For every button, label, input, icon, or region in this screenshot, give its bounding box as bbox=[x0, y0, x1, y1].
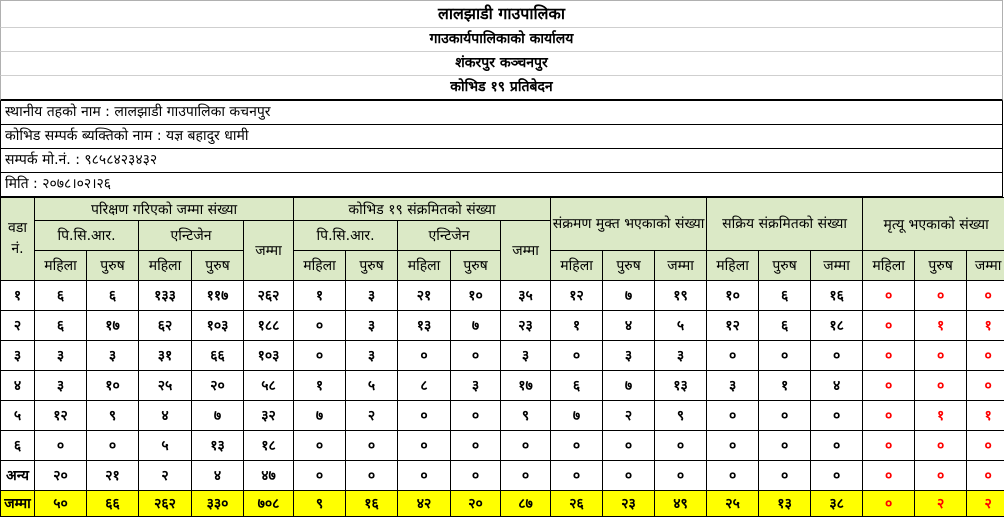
ward-cell: ३ bbox=[1, 341, 35, 371]
data-cell: ४ bbox=[139, 401, 192, 431]
col-male: पुरुष bbox=[192, 251, 244, 281]
total-cell: ४२ bbox=[398, 491, 451, 517]
ward-cell: २ bbox=[1, 311, 35, 341]
data-cell: ५ bbox=[346, 371, 398, 401]
data-cell: ३ bbox=[655, 341, 707, 371]
total-cell: ४९ bbox=[655, 491, 707, 517]
data-cell: ० bbox=[811, 461, 863, 491]
data-cell: ० bbox=[759, 341, 811, 371]
total-row bbox=[1, 491, 1004, 517]
data-cell: १९ bbox=[655, 281, 707, 311]
data-cell: ० bbox=[707, 341, 759, 371]
data-cell: १० bbox=[707, 281, 759, 311]
ward-cell: ४ bbox=[1, 371, 35, 401]
death-cell: ० bbox=[967, 461, 1004, 491]
table-row bbox=[1, 371, 1004, 401]
data-cell: १२ bbox=[707, 311, 759, 341]
col-male: पुरुष bbox=[603, 251, 655, 281]
data-cell: ३१ bbox=[139, 341, 192, 371]
col-female: महिला bbox=[863, 251, 915, 281]
active-header: सक्रिय संक्रमितको संख्या bbox=[707, 198, 863, 251]
death-cell: ० bbox=[863, 431, 915, 461]
data-cell: ६ bbox=[551, 371, 603, 401]
report-date: मिति : २०७८।०२।२६ bbox=[0, 173, 1003, 197]
data-cell: ७ bbox=[603, 371, 655, 401]
data-cell: ० bbox=[811, 431, 863, 461]
data-cell: १ bbox=[551, 311, 603, 341]
data-cell: ० bbox=[398, 401, 451, 431]
data-cell: ८ bbox=[398, 371, 451, 401]
data-cell: ० bbox=[398, 431, 451, 461]
local-level-name: स्थानीय तहको नाम : लालझाडी गाउपालिका कचनपुर bbox=[0, 101, 1003, 125]
contact-phone: सम्पर्क मो.नं. : ९८५८४२३४३२ bbox=[0, 149, 1003, 173]
ward-cell: अन्य bbox=[1, 461, 35, 491]
data-cell: ६६ bbox=[192, 341, 244, 371]
col-female: महिला bbox=[35, 251, 87, 281]
col-male: पुरुष bbox=[759, 251, 811, 281]
data-cell: २ bbox=[139, 461, 192, 491]
total-cell: ९ bbox=[294, 491, 346, 517]
data-cell: १८ bbox=[811, 311, 863, 341]
data-cell: ६ bbox=[759, 281, 811, 311]
death-cell: ० bbox=[967, 371, 1004, 401]
data-cell: १७ bbox=[501, 371, 551, 401]
data-cell: ० bbox=[603, 431, 655, 461]
total-cell: २३ bbox=[603, 491, 655, 517]
data-cell: ० bbox=[655, 431, 707, 461]
table-row bbox=[1, 281, 1004, 311]
data-cell: ० bbox=[707, 401, 759, 431]
tested-pcr-header: पि.सि.आर. bbox=[35, 221, 139, 251]
data-cell: १७ bbox=[87, 311, 139, 341]
data-cell: १८८ bbox=[244, 311, 294, 341]
data-cell: ३ bbox=[501, 341, 551, 371]
total-label: जम्मा bbox=[1, 491, 35, 517]
data-cell: ३ bbox=[346, 311, 398, 341]
covid-data-table bbox=[0, 197, 1004, 517]
data-cell: ४७ bbox=[244, 461, 294, 491]
data-cell: २० bbox=[192, 371, 244, 401]
data-cell: १०३ bbox=[192, 311, 244, 341]
col-male: पुरुष bbox=[87, 251, 139, 281]
data-cell: ५८ bbox=[244, 371, 294, 401]
data-cell: ० bbox=[346, 431, 398, 461]
data-cell: ९ bbox=[87, 401, 139, 431]
data-cell: १३३ bbox=[139, 281, 192, 311]
data-cell: २ bbox=[346, 401, 398, 431]
death-cell: १ bbox=[915, 311, 967, 341]
data-cell: ५ bbox=[655, 311, 707, 341]
death-cell: ० bbox=[863, 461, 915, 491]
data-cell: ० bbox=[294, 341, 346, 371]
data-cell: ७ bbox=[551, 401, 603, 431]
data-cell: ३५ bbox=[501, 281, 551, 311]
data-cell: ० bbox=[811, 341, 863, 371]
data-cell: ११७ bbox=[192, 281, 244, 311]
ward-cell: १ bbox=[1, 281, 35, 311]
data-cell: ० bbox=[294, 431, 346, 461]
table-row bbox=[1, 311, 1004, 341]
deaths-header: मृत्यू भएकाको संख्या bbox=[863, 198, 1004, 251]
data-cell: ३ bbox=[707, 371, 759, 401]
data-cell: ३ bbox=[35, 341, 87, 371]
ward-cell: ६ bbox=[1, 431, 35, 461]
data-cell: ७ bbox=[294, 401, 346, 431]
data-cell: ७ bbox=[451, 311, 501, 341]
total-cell: ७०८ bbox=[244, 491, 294, 517]
data-cell: ३२ bbox=[244, 401, 294, 431]
total-cell: २६२ bbox=[139, 491, 192, 517]
data-cell: २ bbox=[603, 401, 655, 431]
data-cell: ५ bbox=[139, 431, 192, 461]
death-cell: १ bbox=[967, 401, 1004, 431]
total-cell: १६ bbox=[346, 491, 398, 517]
death-cell: ० bbox=[863, 281, 915, 311]
data-cell: ० bbox=[655, 461, 707, 491]
total-cell: ३३० bbox=[192, 491, 244, 517]
data-cell: ६ bbox=[759, 311, 811, 341]
data-cell: ० bbox=[551, 341, 603, 371]
data-cell: १२ bbox=[35, 401, 87, 431]
total-cell: ८७ bbox=[501, 491, 551, 517]
data-cell: ० bbox=[759, 401, 811, 431]
data-cell: ७ bbox=[603, 281, 655, 311]
data-cell: ० bbox=[451, 401, 501, 431]
col-female: महिला bbox=[551, 251, 603, 281]
data-cell: ० bbox=[398, 341, 451, 371]
data-cell: ० bbox=[87, 431, 139, 461]
data-cell: १६ bbox=[811, 281, 863, 311]
data-cell: २० bbox=[35, 461, 87, 491]
data-cell: ० bbox=[35, 431, 87, 461]
total-cell: २५ bbox=[707, 491, 759, 517]
data-cell: १ bbox=[294, 371, 346, 401]
data-cell: ० bbox=[811, 401, 863, 431]
data-cell: ० bbox=[603, 461, 655, 491]
col-male: पुरुष bbox=[451, 251, 501, 281]
data-cell: ९ bbox=[655, 401, 707, 431]
col-female: महिला bbox=[707, 251, 759, 281]
death-cell: ० bbox=[915, 371, 967, 401]
col-male: पुरुष bbox=[915, 251, 967, 281]
data-cell: १ bbox=[294, 281, 346, 311]
office-title: गाउकार्यपालिकाको कार्यालय bbox=[0, 28, 1003, 52]
table-row bbox=[1, 431, 1004, 461]
table-row bbox=[1, 401, 1004, 431]
data-cell: १० bbox=[451, 281, 501, 311]
infected-antigen-header: एन्टिजेन bbox=[398, 221, 501, 251]
data-cell: ३ bbox=[35, 371, 87, 401]
data-cell: ० bbox=[451, 341, 501, 371]
data-cell: ० bbox=[759, 461, 811, 491]
data-cell: ० bbox=[294, 311, 346, 341]
total-cell: २६ bbox=[551, 491, 603, 517]
ward-cell: ५ bbox=[1, 401, 35, 431]
data-cell: १३ bbox=[398, 311, 451, 341]
death-cell: ० bbox=[915, 341, 967, 371]
infected-total-header: जम्मा bbox=[501, 221, 551, 281]
ward-header: वडा नं. bbox=[1, 198, 35, 281]
data-cell: ० bbox=[707, 431, 759, 461]
data-cell: २३ bbox=[501, 311, 551, 341]
data-cell: ३ bbox=[346, 341, 398, 371]
total-cell: ५० bbox=[35, 491, 87, 517]
death-cell: ० bbox=[863, 371, 915, 401]
death-cell: ० bbox=[967, 431, 1004, 461]
data-cell: ० bbox=[551, 461, 603, 491]
total-cell: ६६ bbox=[87, 491, 139, 517]
table-row bbox=[1, 461, 1004, 491]
data-cell: ० bbox=[294, 461, 346, 491]
death-cell: १ bbox=[915, 401, 967, 431]
total-death-cell: ० bbox=[863, 491, 915, 517]
location-title: शंकरपुर कञ्चनपुर bbox=[0, 52, 1003, 76]
data-cell: ६२ bbox=[139, 311, 192, 341]
data-cell: २१ bbox=[398, 281, 451, 311]
data-cell: ३ bbox=[451, 371, 501, 401]
total-death-cell: २ bbox=[967, 491, 1004, 517]
death-cell: ० bbox=[915, 281, 967, 311]
death-cell: ० bbox=[967, 341, 1004, 371]
data-cell: ४ bbox=[603, 311, 655, 341]
table-row bbox=[1, 341, 1004, 371]
data-cell: १२ bbox=[551, 281, 603, 311]
data-cell: ० bbox=[501, 461, 551, 491]
col-total: जम्मा bbox=[811, 251, 863, 281]
data-cell: १८ bbox=[244, 431, 294, 461]
data-cell: ० bbox=[346, 461, 398, 491]
data-cell: ३ bbox=[346, 281, 398, 311]
col-male: पुरुष bbox=[346, 251, 398, 281]
data-cell: ६ bbox=[35, 281, 87, 311]
data-cell: ६ bbox=[87, 281, 139, 311]
death-cell: ० bbox=[863, 311, 915, 341]
infected-pcr-header: पि.सि.आर. bbox=[294, 221, 398, 251]
data-cell: ० bbox=[551, 431, 603, 461]
data-cell: ७ bbox=[192, 401, 244, 431]
data-cell: १३ bbox=[655, 371, 707, 401]
death-cell: १ bbox=[967, 311, 1004, 341]
infected-header: कोभिड १९ संक्रमितको संख्या bbox=[294, 198, 551, 221]
data-cell: २५ bbox=[139, 371, 192, 401]
col-total: जम्मा bbox=[967, 251, 1004, 281]
data-cell: २१ bbox=[87, 461, 139, 491]
death-cell: ० bbox=[915, 431, 967, 461]
data-cell: ६ bbox=[35, 311, 87, 341]
total-death-cell: २ bbox=[915, 491, 967, 517]
tested-total-header: जम्मा bbox=[244, 221, 294, 281]
data-cell: ३ bbox=[603, 341, 655, 371]
data-cell: १३ bbox=[192, 431, 244, 461]
total-cell: ३८ bbox=[811, 491, 863, 517]
data-cell: ३ bbox=[87, 341, 139, 371]
death-cell: ० bbox=[863, 401, 915, 431]
data-cell: १० bbox=[87, 371, 139, 401]
col-total: जम्मा bbox=[655, 251, 707, 281]
data-cell: ९ bbox=[501, 401, 551, 431]
contact-person: कोभिड सम्पर्क ब्यक्तिको नाम : यज्ञ बहादुर धामी bbox=[0, 125, 1003, 149]
data-cell: १०३ bbox=[244, 341, 294, 371]
death-cell: ० bbox=[967, 281, 1004, 311]
report-title: कोभिड १९ प्रतिबेदन bbox=[0, 76, 1003, 101]
data-cell: ० bbox=[707, 461, 759, 491]
death-cell: ० bbox=[915, 461, 967, 491]
data-cell: ४ bbox=[192, 461, 244, 491]
total-cell: १३ bbox=[759, 491, 811, 517]
tested-antigen-header: एन्टिजेन bbox=[139, 221, 244, 251]
recovered-header: संक्रमण मुक्त भएकाको संख्या bbox=[551, 198, 707, 251]
data-cell: ० bbox=[451, 461, 501, 491]
data-cell: ० bbox=[759, 431, 811, 461]
col-female: महिला bbox=[398, 251, 451, 281]
total-cell: २० bbox=[451, 491, 501, 517]
data-cell: ० bbox=[501, 431, 551, 461]
data-cell: ४ bbox=[811, 371, 863, 401]
data-cell: ० bbox=[398, 461, 451, 491]
data-cell: १ bbox=[759, 371, 811, 401]
death-cell: ० bbox=[863, 341, 915, 371]
municipality-title: लालझाडी गाउपालिका bbox=[0, 0, 1003, 28]
col-female: महिला bbox=[294, 251, 346, 281]
tested-header: परिक्षण गरिएको जम्मा संख्या bbox=[35, 198, 294, 221]
col-female: महिला bbox=[139, 251, 192, 281]
data-cell: २६२ bbox=[244, 281, 294, 311]
data-cell: ० bbox=[451, 431, 501, 461]
